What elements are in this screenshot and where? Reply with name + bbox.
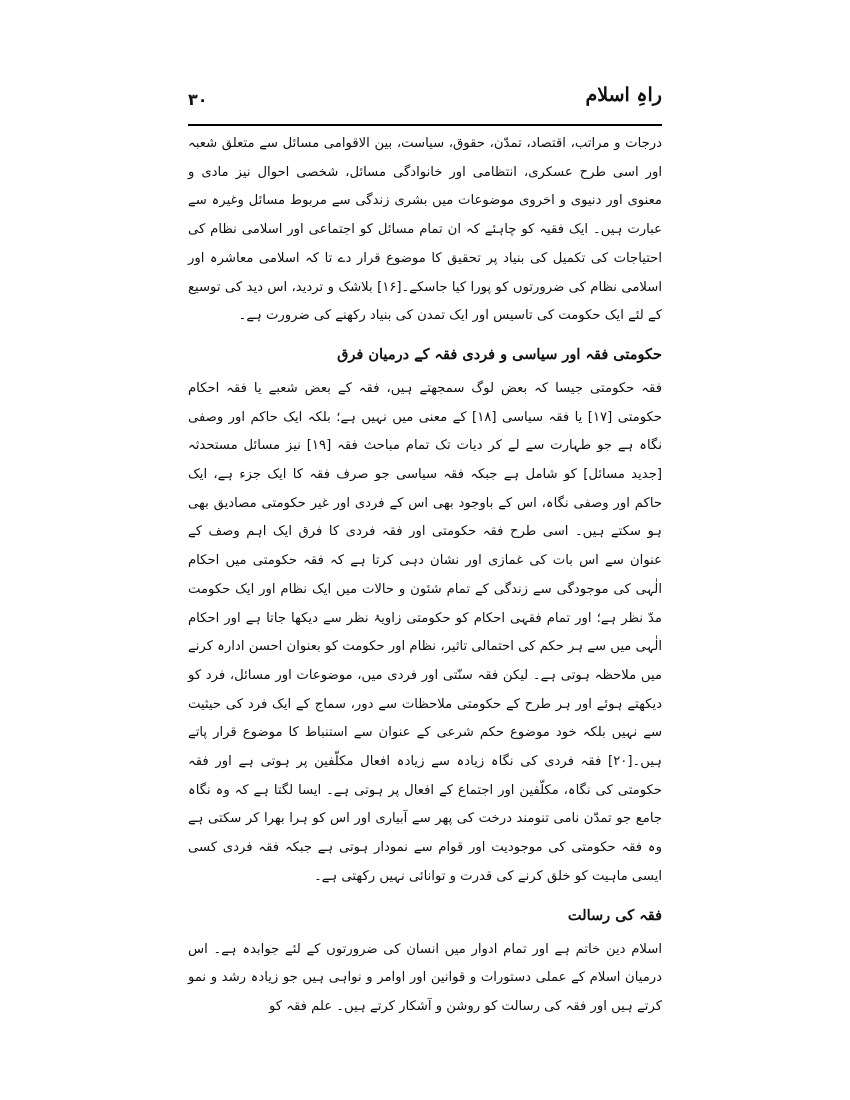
section-heading-2: فقہ کی رسالت [567, 906, 662, 924]
page-number: ۳۰ [188, 90, 208, 109]
section-heading-1: حکومتی فقہ اور سیاسی و فردی فقہ کے درمیان فرق [337, 345, 662, 363]
paragraph-3: اسلام دین خاتم ہے اور تمام ادوار میں انسان کی ضرورتوں کے لئے جوابدہ ہے۔ اس درمیان اسلام کے عملی دستورات و قوانین اور اوامر و نواہی ہیں جو زیادہ رشد و نمو کرتے ہیں اور فقہ کی رسالت کو روشن و آشکار کرتے ہیں۔ علم فقہ کو [188, 941, 662, 1014]
header-rule [188, 124, 662, 126]
book-title: راہِ اسلام [585, 84, 662, 106]
page-header [188, 84, 662, 124]
paragraph-2: فقہ حکومتی جیسا کہ بعض لوگ سمجھتے ہیں، فقہ کے بعض شعبے یا فقہ احکام حکومتی [۱۷] یا فقہ سیاسی [۱۸] کے معنی میں نہیں ہے؛ بلکہ ایک حاکم اور وصفی نگاہ ہے جو طہارت سے لے کر دیات تک تمام مباحث فقہ [۱۹] نیز مسائل مستحدثہ [جدید مسائل] کو شامل ہے جبکہ فقہ سیاسی جو صرف فقہ کا ایک جزء ہے، ایک حاکم اور وصفی نگاہ، اس کے باوجود بھی اس کے فردی اور غیر حکومتی مصادیق بھی ہو سکتے ہیں۔ اسی طرح فقہ حکومتی اور فقہ فردی کا فرق ایک اہم وصف کے عنوان سے اس بات کی غمازی اور نشان دہی کرتا ہے کہ فقہ حکومتی میں احکام الٰہی کی موجودگی سے زندگی کے تمام شئون و حالات میں ایک نظام اور ایک حکومت مدّ نظر ہے؛ اور تمام فقہی احکام کو حکومتی زاویۂ نظر سے دیکھا جاتا ہے اور احکام الٰہی میں سے ہر حکم کی احتمالی تاثیر، نظام اور حکومت کو بعنوان احسن ادارہ کرنے میں ملاحظہ ہوتی ہے۔ لیکن فقہ سنّتی اور فردی میں، موضوعات اور مسائل، فرد کو دیکھتے ہوئے اور ہر طرح کے حکومتی ملاحظات سے دور، سماج کے ایک فرد کی حیثیت سے نہیں بلکہ خود موضوع حکم شرعی کے عنوان سے استنباط کا موضوع قرار پاتے ہیں۔[۲۰] فقہ فردی کی نگاہ زیادہ سے زیادہ افعال مکلّفین پر ہوتی ہے اور فقہ حکومتی کی نگاہ، مکلّفین اور اجتماع کے افعال پر ہوتی ہے۔ ایسا لگتا ہے کہ وہ نگاہ جامع جو تمدّن نامی تنومند درخت کی پھر سے آبیاری اور اس کو ہرا بھرا کر سکتی ہے وہ فقہ حکومتی کی موجودیت اور قوام سے نمودار ہوتی ہے جبکہ فقہ فردی کسی ایسی ماہیت کو خلق کرنے کی قدرت و توانائی نہیں رکھتی ہے۔ [188, 380, 662, 884]
paragraph-1: درجات و مراتب، اقتصاد، تمدّن، حقوق، سیاست، بین الاقوامی مسائل سے متعلق شعبہ اور اسی طرح عسکری، انتظامی اور خانوادگی مسائل، شخصی احوال نیز مادی و معنوی اور دنیوی و اخروی موضوعات میں بشری زندگی سے مربوط مسائل وغیرہ سے عبارت ہیں۔ ایک فقیہ کو چاہئے کہ ان تمام مسائل کو اجتماعی اور اسلامی نظام کی احتیاجات کی تکمیل کی بنیاد پر تحقیق کا موضوع قرار دے تا کہ اسلامی معاشرہ اور اسلامی نظام کی ضرورتوں کو پورا کیا جاسکے۔[۱۶] بلاشک و تردید، اس دید کی توسیع کے لئے ایک حکومت کی تاسیس اور ایک تمدن کی بنیاد رکھنے کی ضرورت ہے۔ [188, 136, 662, 324]
page-body [188, 130, 662, 1032]
